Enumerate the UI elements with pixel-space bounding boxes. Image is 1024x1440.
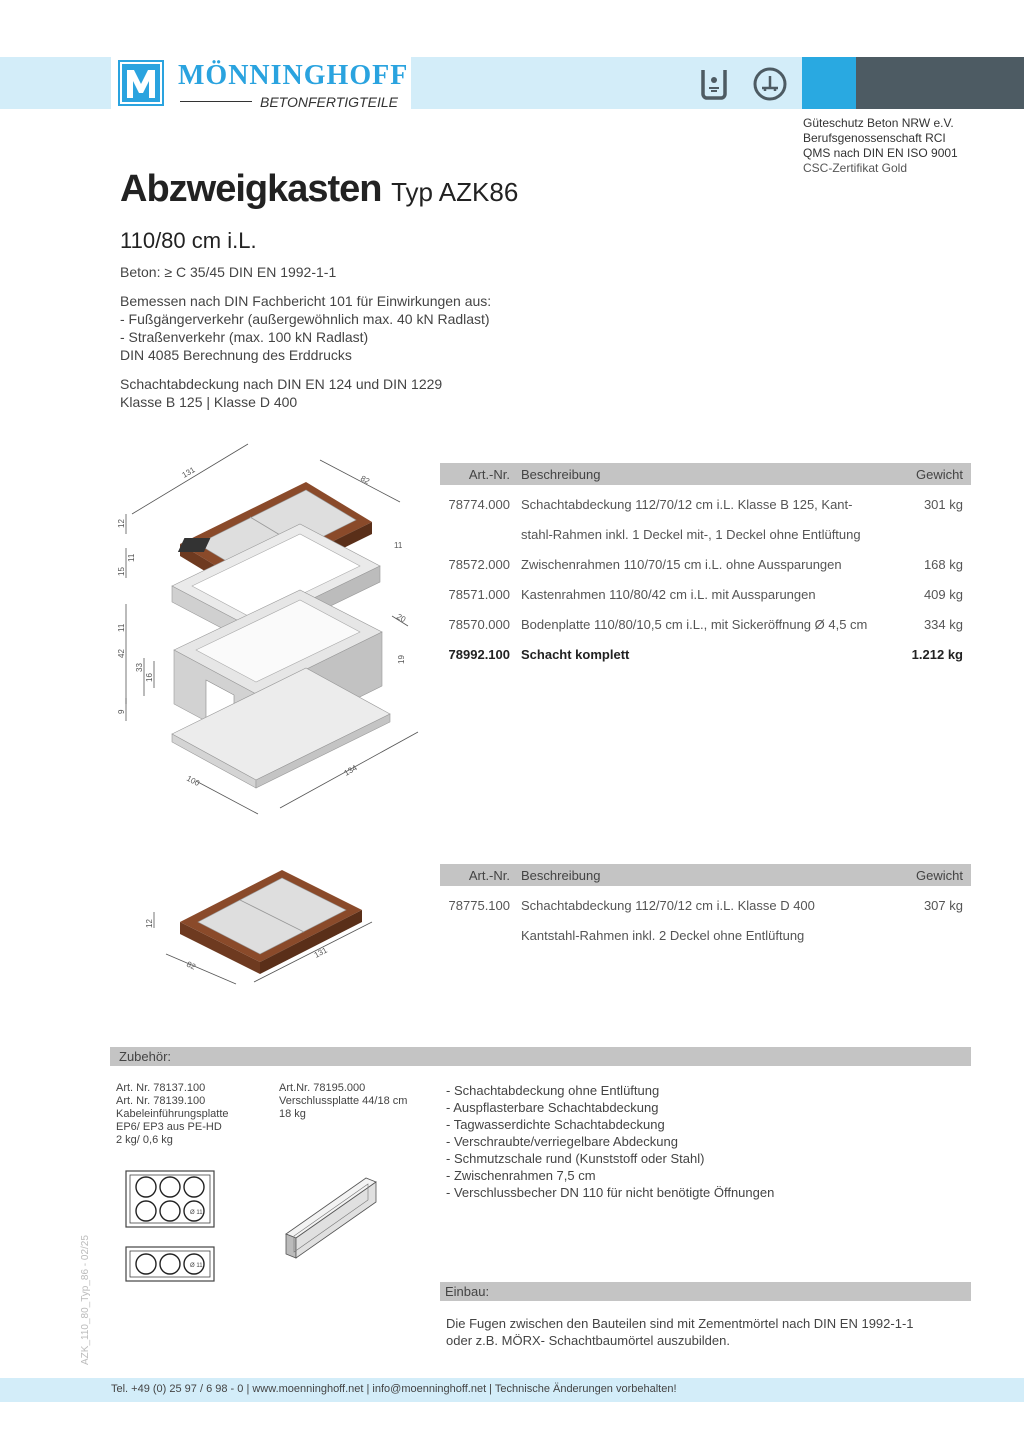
header-desc: Beschreibung	[521, 467, 601, 482]
installation-line: oder z.B. MÖRX- Schachtbaumörtel auszubilden.	[446, 1333, 730, 1348]
installation-line: Die Fugen zwischen den Bauteilen sind mit Zementmörtel nach DIN EN 1992-1-1	[446, 1316, 914, 1331]
list-item: - Tagwasserdichte Schachtabdeckung	[446, 1117, 665, 1132]
header-weight: Gewicht	[916, 868, 963, 883]
dim-base-length: 134	[342, 763, 359, 778]
dim-height: 12	[145, 919, 154, 928]
table-header	[440, 463, 971, 485]
dim-length: 131	[312, 945, 329, 960]
certification-line: QMS nach DIN EN ISO 9001	[803, 146, 958, 160]
cell-art: 78572.000	[448, 557, 510, 572]
dim-base-height: 9	[117, 709, 126, 714]
certifications	[803, 116, 958, 176]
list-item: - Schachtabdeckung ohne Entlüftung	[446, 1083, 660, 1098]
list-item: - Zwischenrahmen 7,5 cm	[446, 1168, 596, 1183]
accessories-header	[110, 1047, 971, 1066]
dim-opening-height: 33	[135, 663, 144, 672]
cell-art: 78570.000	[448, 617, 510, 632]
footer-bar	[0, 1378, 1024, 1402]
dim-width: 82	[185, 959, 198, 972]
accessory-line: Art. Nr. 78137.100	[116, 1082, 206, 1094]
dim-opening-low: 16	[145, 673, 154, 682]
table-row	[440, 489, 971, 519]
closure-plate-drawing	[280, 1170, 380, 1262]
table-row	[440, 549, 971, 579]
installation-label: Einbau:	[445, 1284, 490, 1299]
document-code: AZK_110_80_Typ_86 - 02/25	[80, 1235, 91, 1365]
accessory-line: Kabeleinführungsplatte	[116, 1108, 229, 1120]
table-row	[440, 609, 971, 639]
hole-label: Ø 11	[190, 1210, 203, 1216]
installation-header	[440, 1282, 971, 1301]
header-art: Art.-Nr.	[468, 467, 510, 482]
product-size: 110/80 cm i.L.	[120, 228, 257, 253]
cell-desc: Schachtabdeckung 112/70/12 cm i.L. Klasse B 125, Kant-	[521, 497, 853, 512]
table-row	[440, 890, 971, 920]
brand-name: MÖNNINGHOFF	[178, 60, 409, 91]
design-line: DIN 4085 Berechnung des Erddrucks	[120, 347, 352, 363]
drainage-shaft-icon	[696, 66, 732, 102]
design-line: - Straßenverkehr (max. 100 kN Radlast)	[120, 329, 369, 345]
cell-art: 78775.100	[448, 898, 510, 913]
footer-contact: Tel. +49 (0) 25 97 / 6 98 - 0 | www.moenninghoff.net | info@moenninghoff.net | Technische Änderungen vorbehalten!	[111, 1383, 677, 1395]
cell-weight: 1.212 kg	[911, 647, 963, 662]
exploded-shaft-drawing	[110, 436, 430, 816]
cell-desc: Bodenplatte 110/80/10,5 cm i.L., mit Sickeröffnung Ø 4,5 cm	[521, 617, 868, 632]
list-item: - Verschraubte/verriegelbare Abdeckung	[446, 1134, 678, 1149]
certification-line: CSC-Zertifikat Gold	[803, 161, 908, 175]
table-row	[440, 579, 971, 609]
accessory-line: Art.Nr. 78195.000	[279, 1082, 366, 1094]
list-item: - Schmutzschale rund (Kunststoff oder Stahl)	[446, 1151, 705, 1166]
cell-desc: Schacht komplett	[521, 647, 630, 662]
cover-d400-drawing	[140, 858, 380, 988]
accessory-line: Verschlussplatte 44/18 cm	[279, 1095, 408, 1107]
dim-frame-thickness: 11	[127, 553, 136, 562]
accessory-line: 18 kg	[279, 1108, 306, 1120]
accessory-line: 2 kg/ 0,6 kg	[116, 1134, 173, 1146]
dim-frame-depth: 11	[394, 541, 403, 550]
list-item: - Verschlussbecher DN 110 für nicht benötigte Öffnungen	[446, 1185, 775, 1200]
page-title	[120, 168, 518, 211]
accessory-line: EP6/ EP3 aus PE-HD	[116, 1121, 222, 1133]
dim-top-length: 131	[180, 465, 197, 480]
dim-cover-height: 12	[117, 519, 126, 528]
cover-standard	[120, 375, 442, 411]
dim-base-width: 100	[185, 773, 202, 789]
cell-weight: 409 kg	[923, 587, 963, 602]
dim-frame-height: 15	[117, 567, 126, 576]
table-row	[440, 519, 971, 549]
list-item: - Auspflasterbare Schachtabdeckung	[446, 1100, 659, 1115]
concrete-spec: Beton: ≥ C 35/45 DIN EN 1992-1-1	[120, 264, 337, 280]
dim-box-thickness: 11	[117, 623, 126, 632]
product-title: Abzweigkasten	[120, 168, 382, 210]
cell-art: 78774.000	[448, 497, 510, 512]
header-weight: Gewicht	[916, 467, 963, 482]
cover-d400-table	[440, 864, 971, 950]
cable-plate-ep6-drawing	[120, 1168, 220, 1230]
cell-art: 78992.100	[448, 647, 510, 662]
cell-desc: Zwischenrahmen 110/70/15 cm i.L. ohne Aussparungen	[521, 557, 842, 572]
dim-side-opening: 19	[397, 655, 406, 664]
parts-table	[440, 463, 971, 669]
cable-plate-ep3-drawing	[120, 1244, 220, 1284]
cell-desc: Schachtabdeckung 112/70/12 cm i.L. Klasse D 400	[521, 898, 815, 913]
table-row	[440, 920, 971, 950]
design-basis	[120, 292, 491, 364]
certification-line: Güteschutz Beton NRW e.V.	[803, 116, 954, 130]
dim-wall: 20	[395, 611, 408, 625]
accessory-cable-plate	[116, 1082, 229, 1147]
cell-weight: 168 kg	[923, 557, 963, 572]
header-accent-blue	[802, 57, 856, 109]
brand-subtitle: BETONFERTIGTEILE	[260, 94, 398, 110]
accessory-line: Art. Nr. 78139.100	[116, 1095, 206, 1107]
dim-box-height: 42	[117, 649, 126, 658]
cell-art: 78571.000	[448, 587, 510, 602]
header-art: Art.-Nr.	[468, 868, 510, 883]
certification-line: Berufsgenossenschaft RCI	[803, 131, 946, 145]
table-total-row	[440, 639, 971, 669]
brand-rule	[180, 101, 252, 102]
brand-m-logo-icon	[118, 60, 164, 106]
cell-desc: stahl-Rahmen inkl. 1 Deckel mit-, 1 Deckel ohne Entlüftung	[521, 527, 861, 542]
design-line: Bemessen nach DIN Fachbericht 101 für Einwirkungen aus:	[120, 293, 492, 309]
accessory-closure-plate	[279, 1082, 407, 1121]
cell-desc: Kastenrahmen 110/80/42 cm i.L. mit Aussparungen	[521, 587, 816, 602]
header-desc: Beschreibung	[521, 868, 601, 883]
product-type: Typ AZK86	[391, 177, 519, 207]
accessory-options	[446, 1082, 774, 1201]
installation-text	[446, 1315, 914, 1349]
table-header	[440, 864, 971, 886]
hole-label: Ø 11	[190, 1263, 203, 1269]
dim-top-width: 82	[359, 473, 372, 486]
cell-weight: 301 kg	[923, 497, 963, 512]
cell-weight: 334 kg	[923, 617, 963, 632]
design-line: - Fußgängerverkehr (außergewöhnlich max. 40 kN Radlast)	[120, 311, 490, 327]
accessories-label: Zubehör:	[119, 1049, 172, 1064]
cell-weight: 307 kg	[923, 898, 963, 913]
cell-desc: Kantstahl-Rahmen inkl. 2 Deckel ohne Entlüftung	[521, 928, 805, 943]
manhole-cover-icon	[752, 66, 788, 102]
header-accent-dark	[856, 57, 1024, 109]
cover-line: Klasse B 125 | Klasse D 400	[120, 394, 298, 410]
cover-line: Schachtabdeckung nach DIN EN 124 und DIN 1229	[120, 376, 443, 392]
